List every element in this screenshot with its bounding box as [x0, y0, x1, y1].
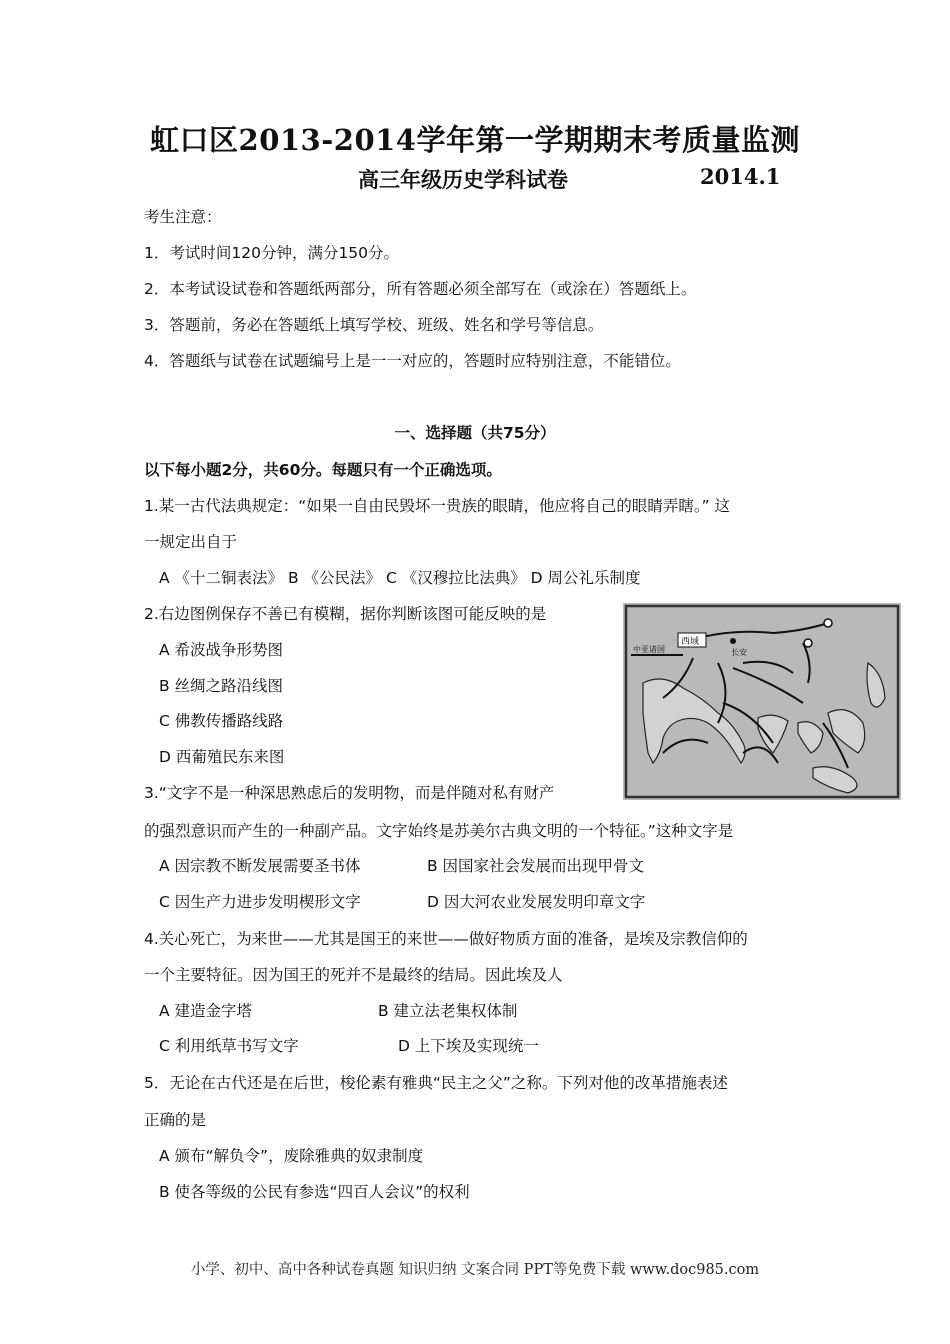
section-title: 一、选择题（共75分）: [394, 424, 556, 442]
q2-stem: 2.右边图例保存不善已有模糊，据你判断该图可能反映的是: [144, 605, 547, 623]
q2-option-c: C 佛教传播路线路: [159, 712, 284, 730]
notice-item: 2．本考试设试卷和答题纸两部分，所有答题必须全部写在（或涂在）答题纸上。: [144, 280, 697, 298]
historical-route-map: [623, 603, 901, 800]
notice-item: 3．答题前，务必在答题纸上填写学校、班级、姓名和学号等信息。: [144, 316, 604, 334]
q1-options: A 《十二铜表法》 B 《公民法》 C 《汉穆拉比法典》 D 周公礼乐制度: [159, 569, 641, 587]
q2-option-d: D 西葡殖民东来图: [159, 748, 285, 766]
exam-subtitle: 高三年级历史学科试卷: [358, 167, 568, 192]
q5-stem-line2: 正确的是: [144, 1111, 207, 1129]
notice-item: 4．答题纸与试卷在试题编号上是一一对应的，答题时应特别注意，不能错位。: [144, 352, 681, 370]
map-label-central-asia: 中亚诸国: [633, 645, 665, 654]
section-instruction: 以下每小题2分，共60分。每题只有一个正确选项。: [144, 461, 502, 479]
map-label-xiyu: 西域: [681, 637, 700, 647]
q3-option-a: A 因宗教不断发展需要圣书体: [159, 857, 361, 875]
q4-option-d: D 上下埃及实现统一: [398, 1037, 539, 1055]
q5-option-b: B 使各等级的公民有参选“四百人会议”的权利: [159, 1183, 470, 1201]
q4-stem-line1: 4.关心死亡，为来世——尤其是国王的来世——做好物质方面的准备，是埃及宗教信仰的: [144, 930, 748, 948]
notice-item: 1．考试时间120分钟，满分150分。: [144, 244, 400, 262]
q4-option-b: B 建立法老集权体制: [378, 1002, 518, 1020]
exam-date: 2014.1: [700, 164, 781, 189]
q5-stem-line1: 5．无论在古代还是在后世，梭伦素有雅典“民主之父”之称。下列对他的改革措施表述: [144, 1074, 728, 1092]
q4-option-a: A 建造金字塔: [159, 1002, 253, 1020]
footer-text: 小学、初中、高中各种试卷真题 知识归纳 文案合同 PPT等免费下载 www.doc985.com: [190, 1262, 760, 1278]
q2-option-a: A 希波战争形势图: [159, 641, 284, 659]
q1-stem-line2: 一规定出自于: [144, 533, 238, 551]
notice-heading: 考生注意：: [144, 208, 222, 226]
q5-option-a: A 颁布“解负令”，废除雅典的奴隶制度: [159, 1147, 424, 1165]
q3-option-d: D 因大河农业发展发明印章文字: [427, 893, 646, 911]
map-label-changan: 长安: [731, 648, 747, 657]
q3-option-b: B 因国家社会发展而出现甲骨文: [427, 857, 645, 875]
exam-title: 虹口区2013-2014学年第一学期期末考质量监测: [150, 123, 800, 157]
q3-stem-line2: 的强烈意识而产生的一种副产品。文字始终是苏美尔古典文明的一个特征。”这种文字是: [144, 822, 734, 840]
q3-stem-line1: 3.“文字不是一种深思熟虑后的发明物，而是伴随对私有财产: [144, 784, 555, 802]
q4-option-c: C 利用纸草书写文字: [159, 1037, 299, 1055]
q3-option-c: C 因生产力进步发明楔形文字: [159, 893, 361, 911]
q2-option-b: B 丝绸之路沿线图: [159, 677, 284, 695]
q4-stem-line2: 一个主要特征。因为国王的死并不是最终的结局。因此埃及人: [144, 966, 563, 984]
q1-stem-line1: 1.某一古代法典规定：“如果一自由民毁坏一贵族的眼睛，他应将自己的眼睛弄瞎。” 这: [144, 497, 731, 515]
